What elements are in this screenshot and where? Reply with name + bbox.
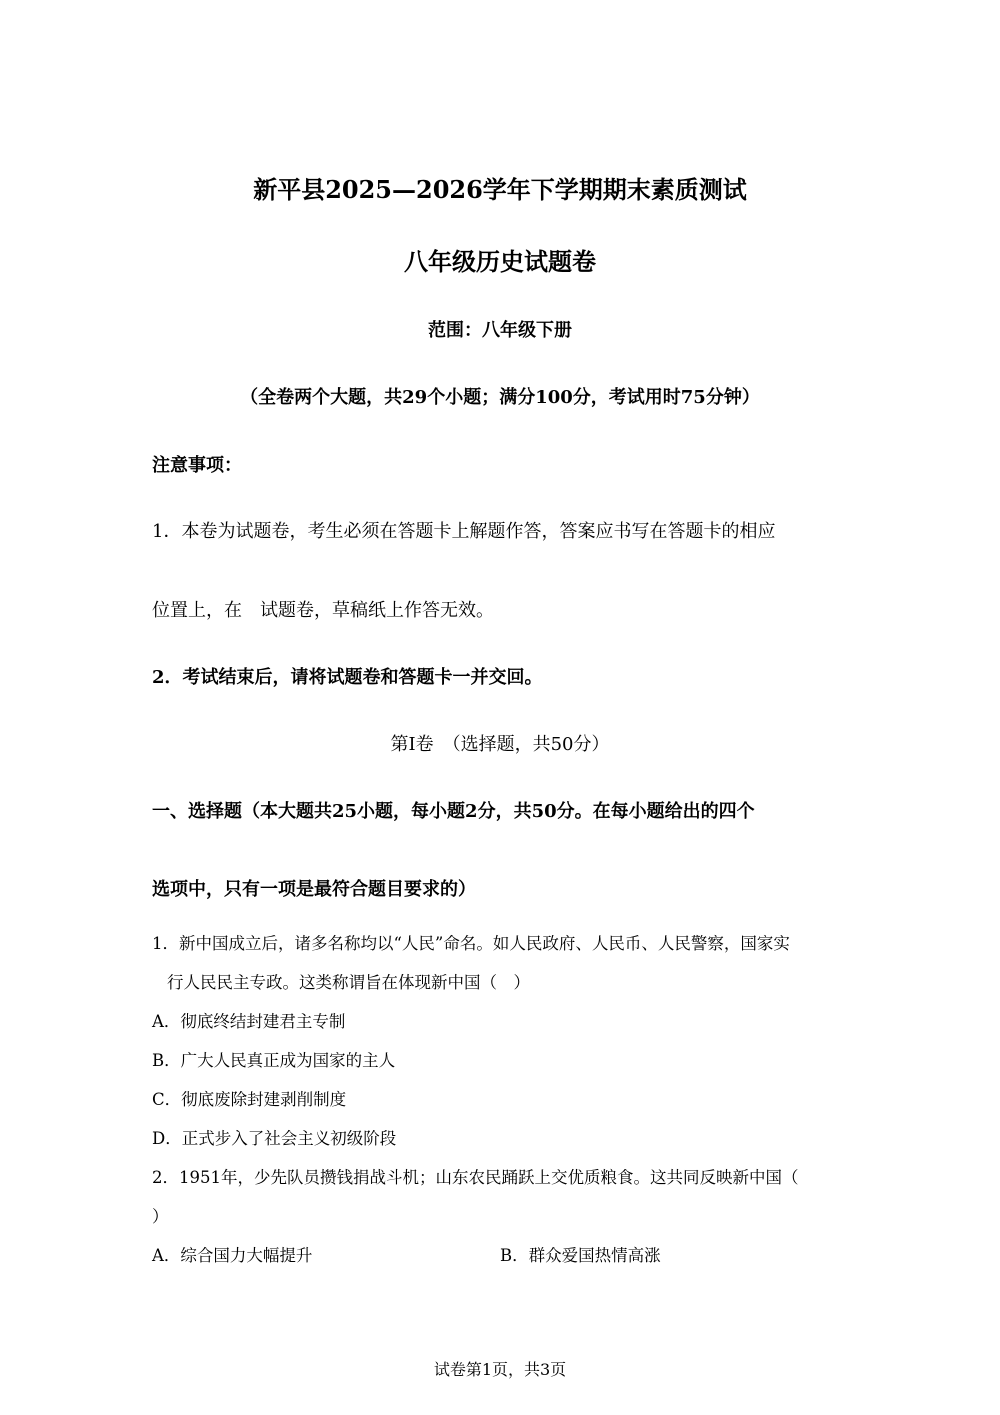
section-heading-line-2: 选项中，只有一项是最符合题目要求的）: [152, 879, 476, 900]
question-2-stem-line-1: 2．1951年，少先队员攒钱捐战斗机；山东农民踊跃上交优质粮食。这共同反映新中国（: [152, 1168, 799, 1187]
exam-title: 新平县2025—2026学年下学期期末素质测试: [253, 175, 747, 204]
question-1-stem-line-2: 行人民民主专政。这类称谓旨在体现新中国（ ）: [167, 973, 530, 992]
question-1-stem-line-1: 1．新中国成立后，诸多名称均以“人民”命名。如人民政府、人民币、人民警察，国家实: [152, 934, 790, 953]
exam-subtitle: 八年级历史试题卷: [404, 247, 596, 276]
page-footer: 试卷第1页，共3页: [433, 1360, 567, 1379]
section-heading-line-1: 一、选择题（本大题共25小题，每小题2分，共50分。在每小题给出的四个: [152, 801, 755, 822]
exam-info: （全卷两个大题，共29个小题；满分100分，考试用时75分钟）: [240, 387, 760, 408]
question-1-option-d: D．正式步入了社会主义初级阶段: [152, 1129, 397, 1148]
notice-heading: 注意事项：: [152, 455, 242, 476]
notice-item-1-line-2: 位置上，在 试题卷，草稿纸上作答无效。: [152, 600, 494, 621]
question-2-option-a: A．综合国力大幅提升: [152, 1246, 313, 1265]
notice-item-2: 2．考试结束后，请将试题卷和答题卡一并交回。: [152, 667, 543, 688]
question-1-option-a: A．彻底终结封建君主专制: [152, 1012, 346, 1031]
notice-item-1-line-1: 1．本卷为试题卷，考生必须在答题卡上解题作答，答案应书写在答题卡的相应: [152, 521, 776, 542]
question-1-option-b: B．广大人民真正成为国家的主人: [152, 1051, 396, 1070]
question-2-stem-line-2: ）: [152, 1207, 169, 1226]
question-2-option-b: B．群众爱国热情高涨: [500, 1246, 661, 1265]
question-1-option-c: C．彻底废除封建剥削制度: [152, 1090, 347, 1109]
part-title: 第I卷 （选择题，共50分）: [390, 734, 610, 755]
exam-scope: 范围：八年级下册: [428, 320, 572, 341]
